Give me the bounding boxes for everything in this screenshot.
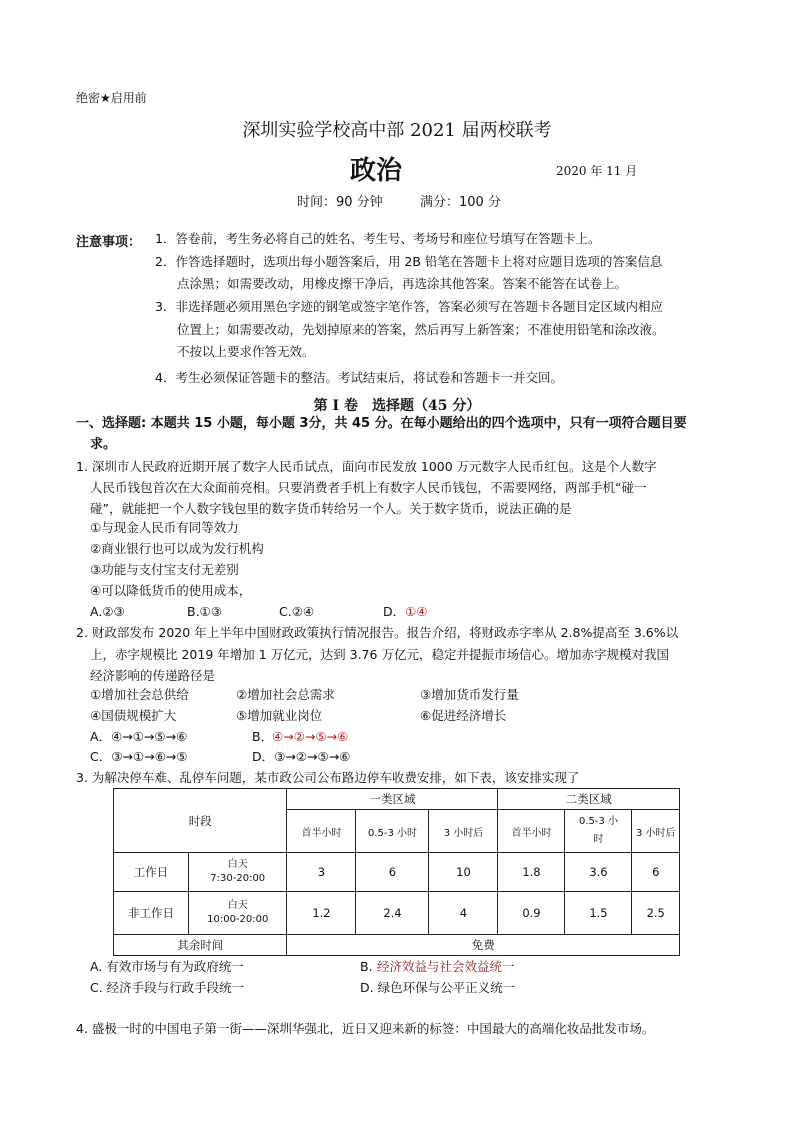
- other-time-label: 其余时间: [114, 935, 287, 956]
- subject-title: 政治: [350, 156, 403, 186]
- q1-option-d: D．: [383, 604, 406, 619]
- col-header: 0.5-3 小时: [356, 810, 429, 853]
- q2-stem: 上，赤字规模比 2019 年增加 1 万亿元，达到 3.76 万亿元，稳定并提振市场信心。增加赤字规模对我国: [90, 647, 669, 662]
- q1-stem: 碰”，就能把一个人数字钱包里的数字货币转给另一个人。关于数字货币，说法正确的是: [90, 501, 572, 516]
- q3-stem: 3. 为解决停车难、乱停车问题，某市政公司公布路边停车收费安排，如下表，该安排实现了: [76, 770, 580, 785]
- fee-cell: 10: [429, 853, 498, 892]
- q3-option-d: D. 绿色环保与公平正义统一: [360, 980, 516, 995]
- section-title: 第 I 卷 选择题（45 分）: [313, 398, 481, 414]
- row-period: 白天 7:30-20:00: [189, 853, 287, 892]
- q2-option-b: B．: [252, 729, 274, 744]
- q2-option-c: C．③→①→⑥→⑤: [90, 749, 188, 764]
- q1-option-b: B.①③: [187, 604, 222, 619]
- q3-option-c: C. 经济手段与行政手段统一: [90, 980, 245, 995]
- fee-cell: 0.9: [498, 892, 565, 935]
- zone1-header: 一类区域: [287, 789, 498, 810]
- q4-stem: 4. 盛极一时的中国电子第一街——深圳华强北，近日又迎来新的标签：中国最大的高端化妆品批发市场。: [76, 1021, 655, 1036]
- q1-statement: ①与现金人民币有同等效力: [90, 520, 239, 535]
- q2-stem: 经济影响的传递路径是: [90, 668, 216, 683]
- q2-option-d: D．③→②→⑤→⑥: [252, 749, 351, 764]
- section-intro: 一、选择题: 本题共 15 小题，每小题 3分，共 45 分。在每小题给出的四个选项中，只有一项符合题目要: [76, 416, 687, 431]
- q2-statement: ⑤增加就业岗位: [236, 708, 323, 723]
- fee-cell: 1.8: [498, 853, 565, 892]
- school-title: 深圳实验学校高中部 2021 届两校联考: [242, 120, 552, 141]
- q3-option-a: A. 有效市场与有为政府统一: [90, 959, 244, 974]
- q1-statement: ④可以降低货币的使用成本，: [90, 583, 252, 598]
- notice-item: 4．考生必须保证答题卡的整洁。考试结束后，将试卷和答题卡一并交回。: [155, 370, 563, 385]
- notice-item: 点涂黑；如需要改动，用橡皮擦干净后，再选涂其他答案。答案不能答在试卷上。: [177, 276, 628, 291]
- q2-statement: ⑥促进经济增长: [420, 708, 507, 723]
- q1-statement: ②商业银行也可以成为发行机构: [90, 541, 264, 556]
- fee-cell: 4: [429, 892, 498, 935]
- section-intro: 求。: [90, 437, 117, 452]
- table-row: [114, 853, 680, 892]
- table-row: [114, 935, 680, 956]
- q1-stem: 人民币钱包首次在大众面前亮相。只要消费者手机上有数字人民币钱包，不需要网络，两部手机“碰一: [90, 480, 647, 495]
- fee-cell: 6: [356, 853, 429, 892]
- q1-option-a: A.②③: [90, 604, 125, 619]
- fee-cell: 1.2: [287, 892, 356, 935]
- fee-cell: 1.5: [565, 892, 632, 935]
- col-header: 首半小时: [498, 810, 565, 853]
- row-period: 白天 10:00-20:00: [189, 892, 287, 935]
- notice-item: 1．答卷前，考生务必将自己的姓名、考生号、考场号和座位号填写在答题卡上。: [155, 231, 601, 246]
- col-header: 3 小时后: [632, 810, 680, 853]
- fee-cell: 2.5: [632, 892, 680, 935]
- q2-stem: 2. 财政部发布 2020 年上半年中国财政政策执行情况报告。报告介绍，将财政赤字率从 2.8%提高至 3.6%以: [76, 625, 679, 640]
- time-label: 时间：90 分钟: [297, 195, 383, 210]
- col-header: 3 小时后: [429, 810, 498, 853]
- notice-item: 位置上；如需要改动，先划掉原来的答案，然后再写上新答案；不准使用铅笔和涂改液。: [177, 322, 665, 337]
- q1-answer: ①④: [405, 604, 428, 619]
- table-corner: 时段: [114, 789, 287, 853]
- q1-option-c: C.②④: [279, 604, 315, 619]
- col-header: 首半小时: [287, 810, 356, 853]
- q2-statement: ①增加社会总供给: [90, 687, 189, 702]
- row-day: 非工作日: [114, 892, 189, 935]
- fee-cell: 2.4: [356, 892, 429, 935]
- q2-statement: ②增加社会总需求: [236, 687, 335, 702]
- secret-label: 绝密★启用前: [76, 91, 147, 105]
- parking-fee-table: [113, 788, 680, 956]
- fee-cell: 3: [287, 853, 356, 892]
- notice-item: 不按以上要求作答无效。: [177, 344, 315, 359]
- q2-statement: ④国债规模扩大: [90, 708, 177, 723]
- q2-statement: ③增加货币发行量: [420, 687, 519, 702]
- zone2-header: 二类区域: [498, 789, 680, 810]
- q2-answer: ④→②→⑤→⑥: [272, 729, 349, 744]
- fee-cell: 6: [632, 853, 680, 892]
- row-day: 工作日: [114, 853, 189, 892]
- table-row: [114, 892, 680, 935]
- q1-statement: ③功能与支付宝支付无差别: [90, 562, 239, 577]
- col-header: 0.5-3 小 时: [565, 810, 632, 853]
- fee-cell: 3.6: [565, 853, 632, 892]
- notice-heading: 注意事项：: [76, 235, 142, 250]
- exam-date: 2020 年 11 月: [556, 164, 638, 178]
- notice-item: 3．非选择题必须用黑色字迹的钢笔或签字笔作答，答案必须写在答题卡各题目定区域内相应: [155, 299, 663, 314]
- q3-answer: 经济效益与社会效益统一: [377, 959, 515, 974]
- score-label: 满分：100 分: [420, 195, 501, 210]
- q3-option-b: B.: [360, 959, 373, 974]
- notice-item: 2．作答选择题时，选项出每小题答案后，用 2B 铅笔在答题卡上将对应题目选项的答案信息: [155, 254, 663, 269]
- other-time-value: 免费: [287, 935, 680, 956]
- q2-option-a: A．④→①→⑤→⑥: [90, 729, 188, 744]
- q1-stem: 1. 深圳市人民政府近期开展了数字人民币试点，面向市民发放 1000 万元数字人民币红包。这是个人数字: [76, 459, 657, 474]
